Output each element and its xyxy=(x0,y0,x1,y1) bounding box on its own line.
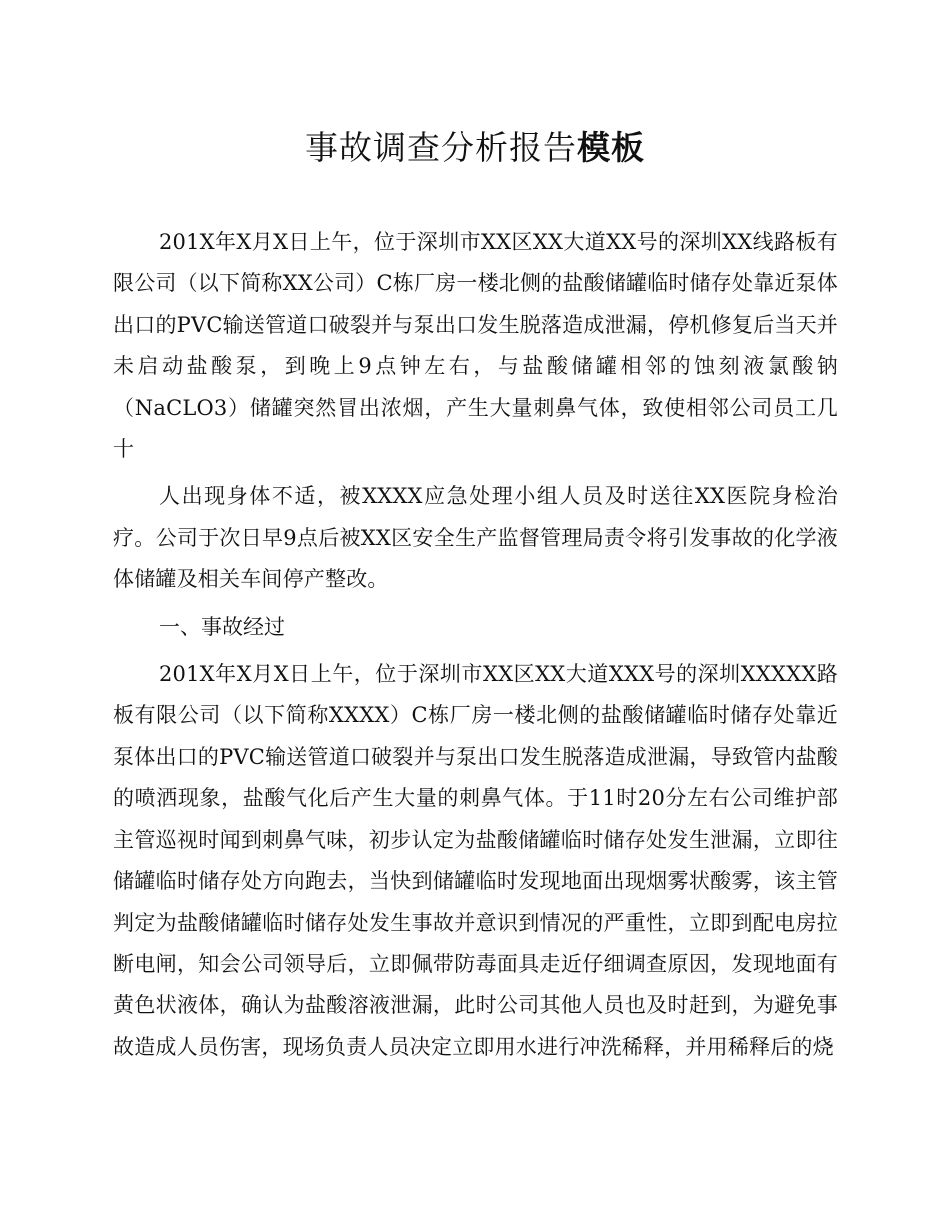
title-main: 事故调查分析报告 xyxy=(305,128,577,167)
document-title xyxy=(0,122,950,174)
document-body xyxy=(113,222,838,1074)
paragraph-2: 人出现身体不适，被XXXX应急处理小组人员及时送往XX医院身检治疗。公司于次日早9点后被XX区安全生产监督管理局责令将引发事故的化学液体储罐及相关车间停产整改。 xyxy=(113,484,838,592)
title-bold: 模板 xyxy=(577,128,645,167)
section-heading: 一、事故经过 xyxy=(159,614,285,639)
paragraph-1: 201X年X月X日上午，位于深圳市XX区XX大道XX号的深圳XX线路板有限公司（以下简称XX公司）C栋厂房一楼北侧的盐酸储罐临时储存处靠近泵体出口的PVC输送管道口破裂并与泵出口发生脱落造成泄漏，停机修复后当天并未启动盐酸泵，到晚上9点钟左右，与盐酸储罐相邻的蚀刻液氯酸钠（NaCLO3）储罐突然冒出浓烟，产生大量刺鼻气体，致使相邻公司员工几十 xyxy=(113,230,838,462)
section-paragraph: 201X年X月X日上午，位于深圳市XX区XX大道XXX号的深圳XXXXX路板有限公司（以下简称XXXX）C栋厂房一楼北侧的盐酸储罐临时储存处靠近泵体出口的PVC输送管道口破裂并与泵出口发生脱落造成泄漏，导致管内盐酸的喷洒现象，盐酸气化后产生大量的刺鼻气体。于11时20分左右公司维护部主管巡视时闻到刺鼻气味，初步认定为盐酸储罐临时储存处发生泄漏，立即往储罐临时储存处方向跑去，当快到储罐临时发现地面出现烟雾状酸雾，该主管判定为盐酸储罐临时储存处发生事故并意识到情况的严重性，立即到配电房拉断电闸，知会公司领导后，立即佩带防毒面具走近仔细调查原因，发现地面有黄色状液体，确认为盐酸溶液泄漏，此时公司其他人员也及时赶到，为避免事故造成人员伤害，现场负责人员决定立即用水进行冲洗稀释，并用稀释后的烧 xyxy=(113,662,838,1059)
